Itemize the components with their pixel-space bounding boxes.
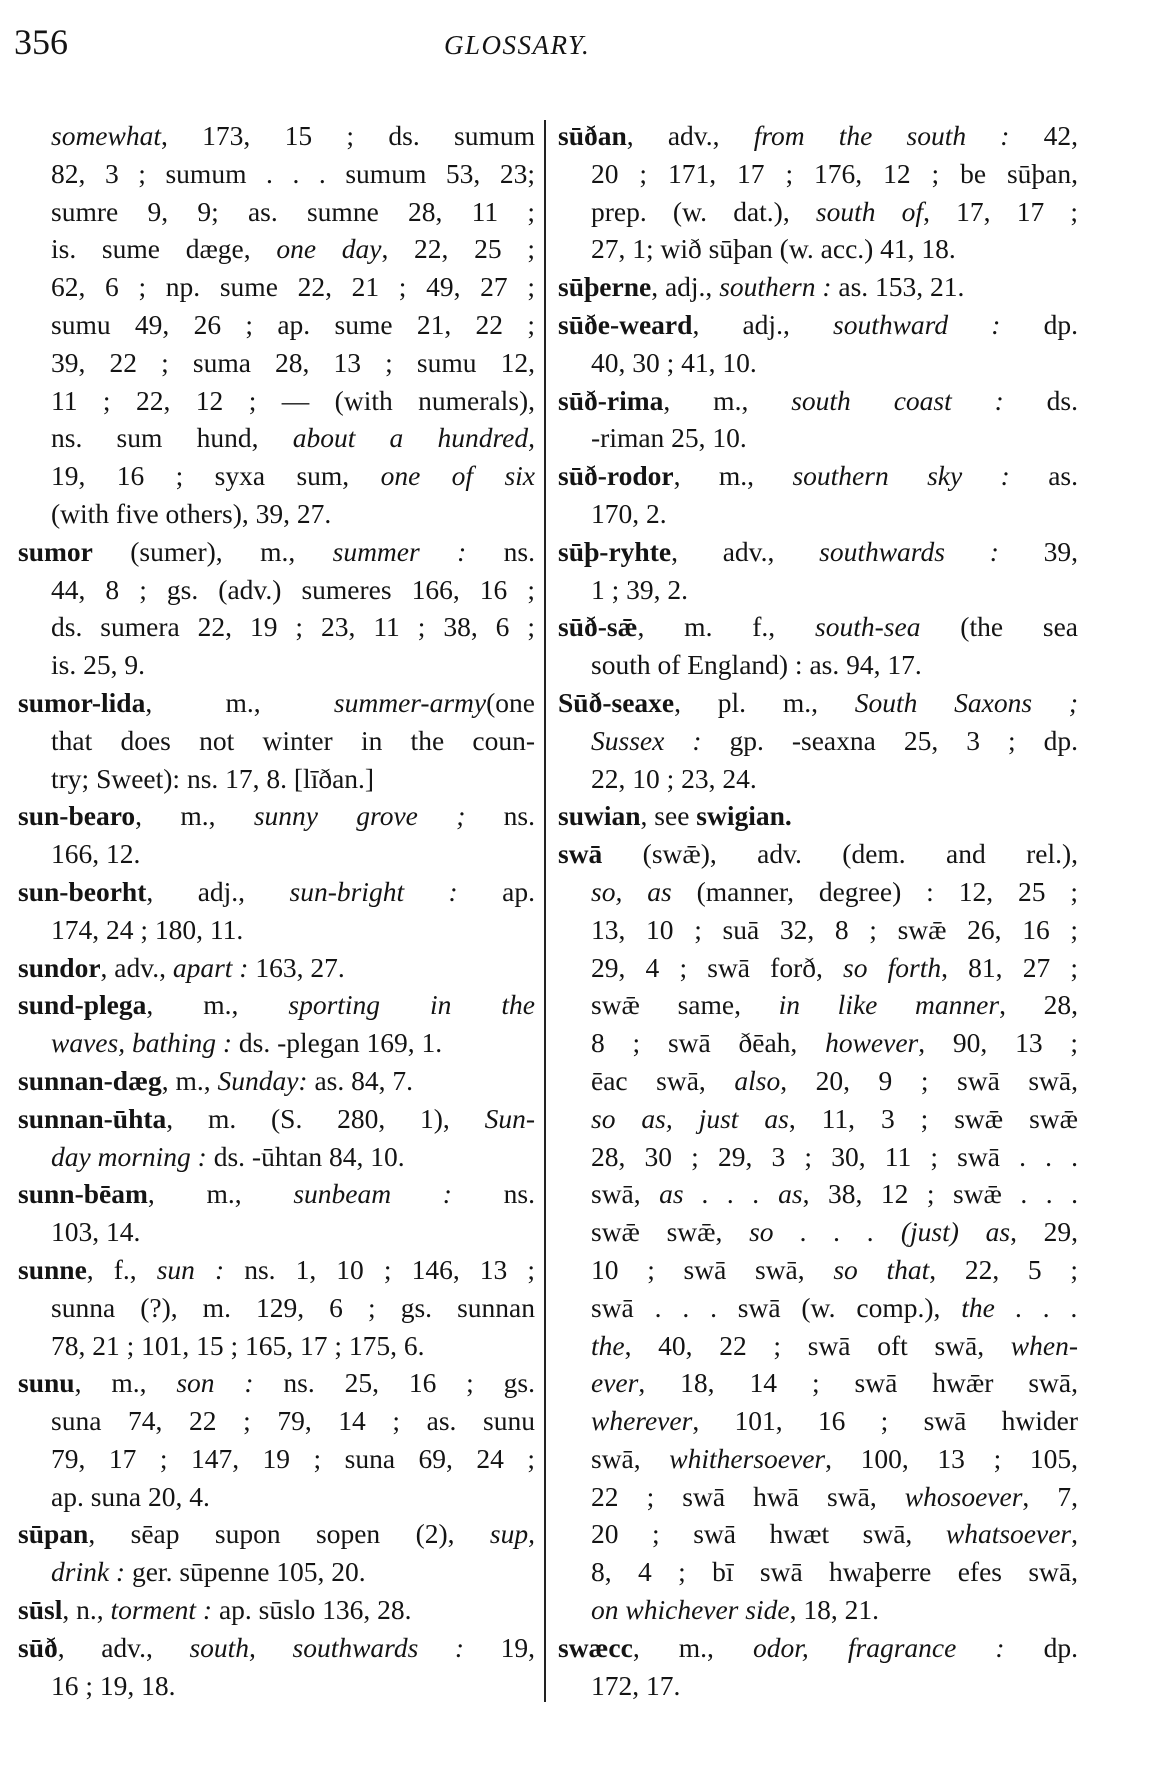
glossary-entry-line [558, 1062, 1078, 1100]
glossary-entry-line [558, 1327, 1078, 1365]
citation-text: (one [486, 686, 535, 718]
glossary-entry-line [558, 344, 1078, 382]
glossary-entry-line [18, 760, 535, 798]
citation-text: , 40, 22 ; swā oft swā, [624, 1329, 1011, 1361]
definition-text: waves, bathing : [51, 1027, 233, 1059]
glossary-entry-line [18, 1402, 535, 1440]
headword: sūð [18, 1631, 58, 1663]
citation-text: 170, 2. [591, 497, 667, 529]
definition-text: south-sea [815, 611, 921, 643]
definition-text: southern : [719, 271, 832, 303]
glossary-entry-line [558, 873, 1078, 911]
citation-text: , see [640, 800, 697, 832]
glossary-entry-line [18, 268, 535, 306]
citation-text: , adj., [146, 875, 290, 907]
citation-text: sunna (?), m. 129, 6 ; gs. sunnan [51, 1291, 535, 1323]
glossary-entry-line [18, 1667, 535, 1705]
citation-text: 1 ; 39, 2. [591, 573, 689, 605]
citation-text: swā, [591, 1442, 670, 1474]
glossary-entry-line [18, 230, 535, 268]
glossary-entry-line [18, 1478, 535, 1516]
glossary-entry-line [18, 722, 535, 760]
definition-text: odor, fragrance : [753, 1631, 1005, 1663]
glossary-entry-line [558, 571, 1078, 609]
definition-text: one day [276, 233, 382, 265]
definition-text: about a hundred, [292, 422, 536, 454]
citation-text: , m., [663, 384, 792, 416]
glossary-entry-line [558, 1553, 1078, 1591]
headword: sunnan-dæg [18, 1064, 162, 1096]
citation-text: , m., [74, 1367, 177, 1399]
definition-text: southwards : [819, 535, 999, 567]
definition-text: so, as [591, 875, 672, 907]
definition-text: when- [1010, 1329, 1078, 1361]
headword: sūð-rodor [558, 460, 674, 492]
glossary-entry-line [558, 1591, 1078, 1629]
glossary-entry-line [18, 646, 535, 684]
glossary-entry-line [18, 1327, 535, 1365]
citation-text: 174, 24 ; 180, 11. [51, 913, 244, 945]
glossary-column-left [18, 117, 535, 1704]
glossary-entry-line [558, 1515, 1078, 1553]
definition-text: son : [176, 1367, 254, 1399]
glossary-entry-line [18, 419, 535, 457]
citation-text: ns. [465, 800, 535, 832]
glossary-entry-line [18, 1553, 535, 1591]
definition-text: Sussex : [591, 724, 702, 756]
glossary-entry-line [18, 608, 535, 646]
citation-text: , m. (S. 280, 1), [166, 1102, 485, 1134]
glossary-entry-headline [18, 1629, 535, 1667]
citation-text: , 18, 21. [789, 1594, 879, 1626]
glossary-entry-headline [18, 1591, 535, 1629]
citation-text: swā . . . swā (w. comp.), [591, 1291, 962, 1323]
definition-text: so as, just as [591, 1102, 789, 1134]
glossary-entry-headline [18, 986, 535, 1024]
glossary-column-right [558, 117, 1078, 1704]
headword: sunu [18, 1367, 75, 1399]
citation-text: 163, 27. [248, 951, 345, 983]
citation-text: (with five others), 39, 27. [51, 497, 332, 529]
headword: sunne [18, 1253, 87, 1285]
glossary-entry-line [558, 1440, 1078, 1478]
citation-text: 22, 10 ; 23, 24. [591, 762, 757, 794]
glossary-entry-line [558, 911, 1078, 949]
definition-text: wherever [591, 1405, 693, 1437]
glossary-entry-line [558, 1478, 1078, 1516]
definition-text: sunbeam : [293, 1178, 452, 1210]
glossary-entry-line [558, 419, 1078, 457]
glossary-entry-headline [18, 1100, 535, 1138]
citation-text: (sumer), m., [92, 535, 333, 567]
citation-text: , 90, 13 ; [918, 1027, 1079, 1059]
citation-text: 44, 8 ; gs. (adv.) sumeres 166, 16 ; [51, 573, 535, 605]
glossary-entry-headline [18, 1175, 535, 1213]
citation-text: 8 ; swā ðēah, [591, 1027, 826, 1059]
citation-text: as. 153, 21. [831, 271, 965, 303]
definition-text: so forth [843, 951, 942, 983]
glossary-entry-headline [18, 873, 535, 911]
citation-text: , [1071, 1518, 1078, 1550]
definition-text: however [825, 1027, 919, 1059]
headword: sūsl [18, 1594, 63, 1626]
definition-text: sun : [156, 1253, 225, 1285]
glossary-entry-headline [558, 268, 1078, 306]
glossary-entry-line [558, 1024, 1078, 1062]
citation-text: as. 84, 7. [307, 1064, 414, 1096]
citation-text: 166, 12. [51, 838, 141, 870]
citation-text: 27, 1; wið sūþan (w. acc.) 41, 18. [591, 233, 956, 265]
glossary-entry-line [558, 1213, 1078, 1251]
citation-text: 22 ; swā hwā swā, [591, 1480, 905, 1512]
glossary-entry-line [558, 1251, 1078, 1289]
citation-text: -riman 25, 10. [591, 422, 747, 454]
citation-text: 19, 16 ; syxa sum, [51, 460, 381, 492]
citation-text: (swǣ), adv. (dem. and rel.), [602, 838, 1078, 870]
citation-text: , m., [673, 460, 793, 492]
citation-text: 40, 30 ; 41, 10. [591, 346, 757, 378]
glossary-entry-line [558, 193, 1078, 231]
glossary-entry-line [18, 1138, 535, 1176]
citation-text: sumre 9, 9; as. sumne 28, 11 ; [51, 195, 535, 227]
headword: sund-plega [18, 989, 147, 1021]
citation-text: sumu 49, 26 ; ap. sume 21, 22 ; [51, 308, 535, 340]
citation-text: swǣ same, [591, 989, 779, 1021]
glossary-entry-headline [558, 797, 1078, 835]
citation-text: 13, 10 ; suā 32, 8 ; swǣ 26, 16 ; [591, 913, 1078, 945]
definition-text: summer : [332, 535, 467, 567]
citation-text: 39, [998, 535, 1078, 567]
headword: sunn-bēam [18, 1178, 148, 1210]
glossary-entry-headline [18, 1364, 535, 1402]
definition-text: the . . . [961, 1291, 1078, 1323]
glossary-entry-headline [18, 797, 535, 835]
glossary-entry-headline [18, 533, 535, 571]
citation-text: , 22, 5 ; [929, 1253, 1079, 1285]
citation-text: ds. -ūhtan 84, 10. [206, 1140, 405, 1172]
glossary-entry-line [18, 1289, 535, 1327]
glossary-entry-headline [558, 1629, 1078, 1667]
citation-text: 16 ; 19, 18. [51, 1669, 176, 1701]
citation-text: try; Sweet): ns. 17, 8. [līðan.] [51, 762, 375, 794]
glossary-entry-headline [558, 835, 1078, 873]
citation-text: , 38, 12 ; swǣ . . . [802, 1178, 1078, 1210]
glossary-entry-headline [558, 117, 1078, 155]
glossary-entry-line [18, 306, 535, 344]
definition-text: Sun- [484, 1102, 535, 1134]
headword: sūðan [558, 120, 627, 151]
definition-text: from the south : [753, 120, 1010, 151]
glossary-entry-line [18, 495, 535, 533]
glossary-entry-line [18, 1024, 535, 1062]
headword: sunnan-ūhta [18, 1102, 167, 1134]
citation-text: ns. [466, 535, 535, 567]
definition-text: whatsoever [945, 1518, 1072, 1550]
glossary-entry-line [558, 1364, 1078, 1402]
definition-text: sporting in the [288, 989, 536, 1021]
glossary-entry-headline [18, 1515, 535, 1553]
definition-text: sup, [489, 1518, 535, 1550]
glossary-entry-headline [558, 533, 1078, 571]
glossary-entry-headline [18, 949, 535, 987]
headword: sumor [18, 535, 93, 567]
glossary-entry-line [558, 230, 1078, 268]
citation-text: , f., [86, 1253, 157, 1285]
headword: sun-beorht [18, 875, 147, 907]
citation-text: , adj., [692, 308, 833, 340]
citation-text: , 100, 13 ; 105, [825, 1442, 1078, 1474]
citation-text: ns. 1, 10 ; 146, 13 ; [224, 1253, 535, 1285]
definition-text: whosoever [904, 1480, 1023, 1512]
glossary-entry-line [558, 949, 1078, 987]
glossary-entry-line [558, 155, 1078, 193]
citation-text: , 81, 27 ; [941, 951, 1079, 983]
definition-text: on whichever side [591, 1594, 790, 1626]
citation-text: , adv., [626, 120, 754, 151]
citation-text: 103, 14. [51, 1216, 141, 1248]
citation-text: ger. sūpenne 105, 20. [125, 1556, 366, 1588]
headword: sūð-sǣ [558, 611, 638, 643]
headword: sumor-lida [18, 686, 146, 718]
glossary-entry-line [558, 986, 1078, 1024]
glossary-entry-line [18, 911, 535, 949]
definition-text: south coast : [791, 384, 1004, 416]
citation-text: 78, 21 ; 101, 15 ; 165, 17 ; 175, 6. [51, 1329, 425, 1361]
headword: suwian [558, 800, 641, 832]
headword: sūþ-ryhte [558, 535, 672, 567]
glossary-entry-line [558, 1402, 1078, 1440]
citation-text: , m. f., [637, 611, 816, 643]
glossary-entry-headline [558, 608, 1078, 646]
headword: sūð-rima [558, 384, 664, 416]
citation-text: (manner, degree) : 12, 25 ; [671, 875, 1078, 907]
citation-text: gp. -seaxna 25, 3 ; dp. [701, 724, 1078, 756]
glossary-entry-line [558, 1138, 1078, 1176]
headword: sundor [18, 951, 101, 983]
definition-text: the [591, 1329, 625, 1361]
headword: swā [558, 838, 603, 870]
citation-text: , 7, [1022, 1480, 1079, 1512]
headword: sūpan [18, 1518, 89, 1550]
definition-text: ever [591, 1367, 639, 1399]
citation-text: 42, [1009, 120, 1079, 151]
citation-text: , pl. m., [674, 686, 855, 718]
glossary-entry-line [558, 1175, 1078, 1213]
citation-text: 20 ; swā hwæt swā, [591, 1518, 946, 1550]
citation-text: 82, 3 ; sumum . . . sumum 53, 23; [51, 157, 535, 189]
glossary-entry-line [558, 760, 1078, 798]
citation-text: ap. [457, 875, 535, 907]
glossary-entry-line [558, 495, 1078, 533]
definition-text: southern sky : [792, 460, 1010, 492]
citation-text: 20 ; 171, 17 ; 176, 12 ; be sūþan, [591, 157, 1078, 189]
headword: sūðe-weard [558, 308, 693, 340]
glossary-entry-line [558, 646, 1078, 684]
citation-text: is. sume dæge, [51, 233, 277, 265]
running-title: GLOSSARY. [444, 30, 591, 60]
glossary-entry-line [18, 382, 535, 420]
definition-text: summer-army [333, 686, 487, 718]
citation-text: , m., [632, 1631, 754, 1663]
citation-text: , adv., [100, 951, 173, 983]
glossary-entry-headline [558, 457, 1078, 495]
definition-text: so . . . (just) as [749, 1216, 1011, 1248]
citation-text: , adj., [651, 271, 720, 303]
glossary-entry-line [18, 344, 535, 382]
citation-text: 28, 30 ; 29, 3 ; 30, 11 ; swā . . . [591, 1140, 1078, 1172]
definition-text: apart : [172, 951, 249, 983]
definition-text: sun-bright : [289, 875, 458, 907]
citation-text: 10 ; swā swā, [591, 1253, 834, 1285]
definition-text: southward : [833, 308, 1001, 340]
citation-text: south of England) : as. 94, 17. [591, 649, 922, 681]
definition-text: one of six [380, 460, 535, 492]
citation-text: , m., [146, 989, 289, 1021]
citation-text: as. [1009, 460, 1078, 492]
citation-text: ēac swā, [591, 1064, 735, 1096]
glossary-entry-line [18, 193, 535, 231]
citation-text: , adv., [57, 1631, 190, 1663]
citation-text: ns. sum hund, [51, 422, 293, 454]
glossary-entry-line [18, 155, 535, 193]
citation-text: ds. [1003, 384, 1079, 416]
citation-text: , m., [145, 686, 334, 718]
glossary-entry-line [18, 117, 535, 155]
citation-text: 172, 17. [591, 1669, 681, 1701]
citation-text: dp. [1000, 308, 1078, 340]
citation-text: , sēap supon sopen (2), [88, 1518, 490, 1550]
definition-text: as . . . as [659, 1178, 803, 1210]
definition-text: in like manner [778, 989, 1000, 1021]
citation-text: , 17, 17 ; [923, 195, 1079, 227]
definition-text: South Saxons ; [854, 686, 1078, 718]
citation-text: , n., [62, 1594, 111, 1626]
citation-text: ds. -plegan 169, 1. [232, 1027, 443, 1059]
definition-text: Sunday: [217, 1064, 308, 1096]
definition-text: also [734, 1064, 781, 1096]
citation-text: ns. 25, 16 ; gs. [253, 1367, 535, 1399]
citation-text: 79, 17 ; 147, 19 ; suna 69, 24 ; [51, 1442, 535, 1474]
definition-text: south, southwards : [189, 1631, 465, 1663]
citation-text: 62, 6 ; np. sume 22, 21 ; 49, 27 ; [51, 271, 535, 303]
citation-text: , 173, 15 ; ds. sumum [161, 120, 535, 151]
citation-text: , 20, 9 ; swā swā, [780, 1064, 1078, 1096]
citation-text: is. 25, 9. [51, 649, 145, 681]
headword: swæcc [558, 1631, 633, 1663]
citation-text: 8, 4 ; bī swā hwaþerre efes swā, [591, 1556, 1078, 1588]
page-number: 356 [14, 22, 68, 62]
definition-text: somewhat [51, 120, 161, 151]
citation-text: , m., [135, 800, 254, 832]
glossary-entry-headline [18, 1251, 535, 1289]
citation-text: 19, [464, 1631, 535, 1663]
column-divider [544, 120, 546, 1702]
citation-text: , 101, 16 ; swā hwider [692, 1405, 1078, 1437]
citation-text: , m., [161, 1064, 218, 1096]
citation-text: swā, [591, 1178, 660, 1210]
citation-text: ap. sūslo 136, 28. [212, 1594, 412, 1626]
glossary-entry-line [558, 722, 1078, 760]
citation-text: (the sea [920, 611, 1078, 643]
citation-text: ap. suna 20, 4. [51, 1480, 210, 1512]
definition-text: so that [833, 1253, 930, 1285]
glossary-entry-line [558, 1289, 1078, 1327]
glossary-entry-headline [18, 1062, 535, 1100]
definition-text: south of [815, 195, 924, 227]
citation-text: , 28, [999, 989, 1078, 1021]
headword: Sūð-seaxe [558, 686, 675, 718]
glossary-entry-headline [558, 684, 1078, 722]
citation-text: ns. [451, 1178, 535, 1210]
glossary-entry-line [18, 457, 535, 495]
headword: sun-bearo [18, 800, 136, 832]
citation-text: , m., [147, 1178, 294, 1210]
citation-text: swǣ swǣ, [591, 1216, 750, 1248]
glossary-entry-line [558, 1100, 1078, 1138]
glossary-entry-headline [18, 684, 535, 722]
glossary-entry-line [18, 1213, 535, 1251]
citation-text: dp. [1004, 1631, 1079, 1663]
citation-text: , 29, [1010, 1216, 1079, 1248]
headword: swigian. [696, 800, 792, 832]
glossary-entry-line [18, 571, 535, 609]
headword: sūþerne [558, 271, 652, 303]
citation-text: 29, 4 ; swā forð, [591, 951, 844, 983]
definition-text: sunny grove ; [253, 800, 466, 832]
definition-text: torment : [110, 1594, 213, 1626]
citation-text: ds. sumera 22, 19 ; 23, 11 ; 38, 6 ; [51, 611, 535, 643]
citation-text: 39, 22 ; suma 28, 13 ; sumu 12, [51, 346, 535, 378]
citation-text: , 11, 3 ; swǣ swǣ [788, 1102, 1078, 1134]
definition-text: drink : [51, 1556, 126, 1588]
glossary-entry-line [18, 835, 535, 873]
citation-text: , adv., [671, 535, 820, 567]
glossary-entry-headline [558, 382, 1078, 420]
citation-text: , 18, 14 ; swā hwǣr swā, [638, 1367, 1078, 1399]
definition-text: whithersoever [669, 1442, 826, 1474]
glossary-entry-line [558, 1667, 1078, 1705]
citation-text: suna 74, 22 ; 79, 14 ; as. sunu [51, 1405, 535, 1437]
citation-text: prep. (w. dat.), [591, 195, 816, 227]
definition-text: day morning : [51, 1140, 207, 1172]
glossary-entry-line [18, 1440, 535, 1478]
citation-text: , 22, 25 ; [381, 233, 535, 265]
citation-text: 11 ; 22, 12 ; — (with numerals), [51, 384, 535, 416]
glossary-entry-headline [558, 306, 1078, 344]
citation-text: that does not winter in the coun- [51, 724, 535, 756]
